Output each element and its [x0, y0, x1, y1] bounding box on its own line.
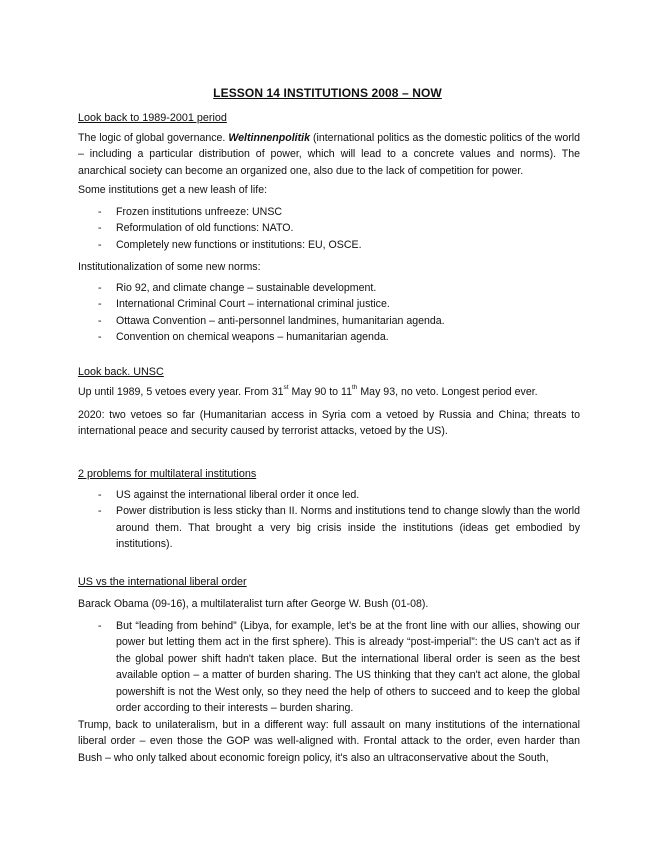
paragraph-obama: Barack Obama (09-16), a multilateralist turn after George W. Bush (01-08).: [78, 598, 429, 610]
paragraph-new-norms: Institutionalization of some new norms:: [78, 261, 261, 273]
section-heading-problems: 2 problems for multilateral institutions: [78, 468, 257, 480]
vetoes-text-c: May 93, no veto. Longest period ever.: [357, 386, 538, 398]
global-governance-lead: The logic of global governance.: [78, 132, 226, 144]
vetoes-text-b: May 90 to 11: [288, 386, 352, 398]
vetoes-text-a: Up until 1989, 5 vetoes every year. From 31: [78, 386, 284, 398]
list-norms: [78, 280, 580, 346]
list-item: - International Criminal Court – international criminal justice.: [78, 296, 580, 312]
list-item: - Reformulation of old functions: NATO.: [78, 220, 580, 236]
paragraph-vetoes: [78, 384, 580, 400]
list-problems: [78, 487, 580, 553]
list-item: - Ottawa Convention – anti-personnel landmines, humanitarian agenda.: [78, 313, 580, 329]
section-heading-1989-2001: Look back to 1989-2001 period: [78, 112, 227, 124]
document-title: LESSON 14 INSTITUTIONS 2008 – NOW: [213, 86, 442, 100]
paragraph-global-governance: [78, 130, 580, 179]
paragraph-trump: Trump, back to unilateralism, but in a different way: full assault on many institutions of the international liberal order – even those the GOP was well-aligned with. Frontal attack to the order, even harder than Bush – who only talked about economic foreign policy, it's also an ultraconservative about the South,: [78, 719, 580, 764]
list-item: - But “leading from behind” (Libya, for example, let's be at the front line with our allies, showing our power but letting them act in the first sphere). This is already “post-imperial”: the US can't act as if the global power shift hadn't taken place. But the international liberal order is seen as the best available option – a matter of burden sharing. The US thinking that they can't act alone, the global powershift is not the West only, so they need the help of others to succeed and to keep the global order according to their interests – burden sharing.: [78, 618, 580, 716]
list-item: - Completely new functions or institutions: EU, OSCE.: [78, 237, 580, 253]
list-item: - Convention on chemical weapons – humanitarian agenda.: [78, 329, 580, 345]
keyword-weltinnenpolitik: Weltinnenpolitik: [228, 132, 310, 144]
list-institutions: [78, 204, 580, 253]
list-item: - Rio 92, and climate change – sustainable development.: [78, 280, 580, 296]
list-item: - Frozen institutions unfreeze: UNSC: [78, 204, 580, 220]
ordinal-th: th: [351, 384, 358, 392]
section-heading-us-liberal-order: US vs the international liberal order: [78, 576, 247, 588]
list-item: - US against the international liberal order it once led.: [78, 487, 580, 503]
paragraph-new-leash: Some institutions get a new leash of life:: [78, 184, 268, 196]
section-heading-unsc: Look back. UNSC: [78, 366, 164, 378]
ordinal-st: st: [283, 384, 289, 392]
paragraph-2020-vetoes: 2020: two vetoes so far (Humanitarian access in Syria com a vetoed by Russia and China; threats to international peace and security caused by terrorist attacks, vetoed by the US).: [78, 409, 580, 438]
global-governance-rest: (international politics as the domestic politics of the world – including a particular distribution of power, which will lead to a concrete values and norms). The anarchical society can become an organized one, also due to the lack of competition for power.: [78, 132, 580, 177]
list-leading-from-behind: [78, 618, 580, 716]
list-item: - Power distribution is less sticky than II. Norms and institutions tend to change slowly than the world around them. That brought a very big crisis inside the institutions (ideas get embodied by institutions).: [78, 503, 580, 552]
